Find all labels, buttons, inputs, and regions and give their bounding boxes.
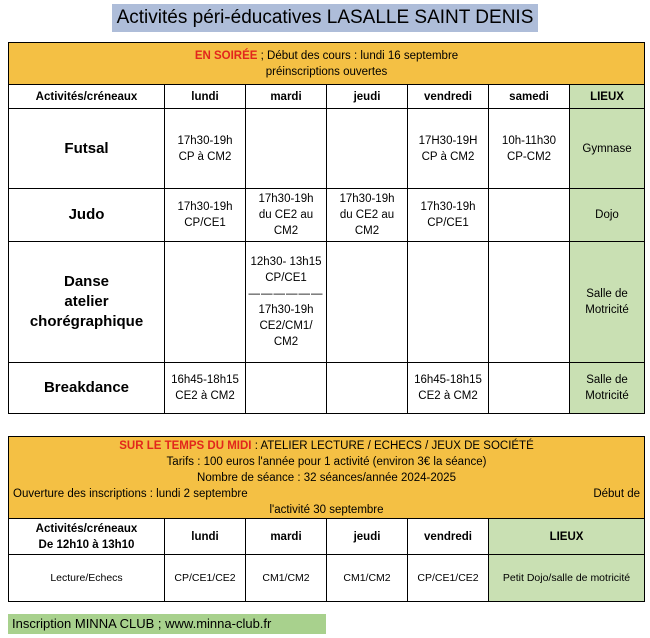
header-jeudi: jeudi	[327, 85, 408, 109]
cell-judo-lieu: Dojo	[570, 189, 645, 242]
activity-judo: Judo	[9, 189, 165, 242]
midday-header-mardi: mardi	[246, 519, 327, 555]
cell-judo-jeudi: 17h30-19h du CE2 au CM2	[327, 189, 408, 242]
cell-danse-lieu: Salle de Motricité	[570, 242, 645, 363]
table-row	[9, 189, 645, 242]
midday-cell-mardi: CM1/CM2	[246, 555, 327, 602]
evening-schedule-table	[8, 42, 645, 414]
cell-breakdance-mardi	[246, 363, 327, 414]
midday-cell-jeudi: CM1/CM2	[327, 555, 408, 602]
midday-debut-a: Début de	[593, 487, 641, 500]
header-samedi: samedi	[489, 85, 570, 109]
midday-tarifs: Tarifs : 100 euros l'année pour 1 activité (environ 3€ la séance)	[166, 455, 487, 468]
header-vendredi: vendredi	[408, 85, 489, 109]
midday-header-activities: Activités/créneaux De 12h10 à 13h10	[9, 519, 165, 555]
cell-futsal-lundi: 17h30-19h CP à CM2	[165, 109, 246, 189]
midday-activity: Lecture/Echecs	[9, 555, 165, 602]
midday-banner-activities: : ATELIER LECTURE / ECHECS / JEUX DE SOCIÉTÉ	[251, 439, 534, 452]
midday-debut-b: l'activité 30 septembre	[269, 503, 384, 516]
midday-header-jeudi: jeudi	[327, 519, 408, 555]
header-lundi: lundi	[165, 85, 246, 109]
page-title: Activités péri-éducatives LASALLE SAINT DENIS	[112, 4, 538, 32]
cell-futsal-samedi: 10h-11h30 CP-CM2	[489, 109, 570, 189]
cell-breakdance-samedi	[489, 363, 570, 414]
activity-breakdance: Breakdance	[9, 363, 165, 414]
cell-judo-samedi	[489, 189, 570, 242]
midday-cell-lundi: CP/CE1/CE2	[165, 555, 246, 602]
cell-futsal-mardi	[246, 109, 327, 189]
cell-judo-vendredi: 17h30-19h CP/CE1	[408, 189, 489, 242]
cell-futsal-vendredi: 17H30-19H CP à CM2	[408, 109, 489, 189]
evening-banner-preinscription: préinscriptions ouvertes	[265, 65, 388, 78]
midday-ouverture: Ouverture des inscriptions : lundi 2 septembre	[13, 487, 248, 500]
cell-danse-samedi	[489, 242, 570, 363]
midday-header-lieux: LIEUX	[489, 519, 645, 555]
table-row	[9, 242, 645, 363]
table-row	[9, 363, 645, 414]
midday-header-vendredi: vendredi	[408, 519, 489, 555]
midday-cell-lieu: Petit Dojo/salle de motricité	[489, 555, 645, 602]
header-lieux: LIEUX	[570, 85, 645, 109]
midday-banner	[9, 437, 645, 519]
midday-header-lundi: lundi	[165, 519, 246, 555]
cell-breakdance-lundi: 16h45-18h15 CE2 à CM2	[165, 363, 246, 414]
table-row	[9, 555, 645, 602]
activity-danse: Danse atelier chorégraphique	[9, 242, 165, 363]
midday-banner-title: SUR LE TEMPS DU MIDI	[119, 439, 252, 452]
cell-judo-mardi: 17h30-19h du CE2 au CM2	[246, 189, 327, 242]
cell-futsal-lieu: Gymnase	[570, 109, 645, 189]
midday-cell-vendredi: CP/CE1/CE2	[408, 555, 489, 602]
activity-futsal: Futsal	[9, 109, 165, 189]
cell-breakdance-vendredi: 16h45-18h15 CE2 à CM2	[408, 363, 489, 414]
cell-breakdance-lieu: Salle de Motricité	[570, 363, 645, 414]
evening-banner-start: ; Début des cours : lundi 16 septembre	[257, 49, 459, 62]
cell-danse-mardi: 12h30- 13h15 CP/CE1 —————— 17h30-19h CE2/CM1/ CM2	[246, 242, 327, 363]
cell-danse-lundi	[165, 242, 246, 363]
cell-danse-vendredi	[408, 242, 489, 363]
cell-judo-lundi: 17h30-19h CP/CE1	[165, 189, 246, 242]
cell-danse-jeudi	[327, 242, 408, 363]
header-mardi: mardi	[246, 85, 327, 109]
table-row	[9, 109, 645, 189]
evening-banner	[9, 43, 645, 85]
cell-futsal-jeudi	[327, 109, 408, 189]
evening-banner-title: EN SOIRÉE	[194, 49, 258, 62]
footer-inscription: Inscription MINNA CLUB ; www.minna-club.fr	[8, 614, 326, 634]
midday-seances: Nombre de séance : 32 séances/année 2024-2025	[197, 471, 456, 484]
midday-schedule-table	[8, 436, 645, 602]
header-activities: Activités/créneaux	[9, 85, 165, 109]
cell-breakdance-jeudi	[327, 363, 408, 414]
